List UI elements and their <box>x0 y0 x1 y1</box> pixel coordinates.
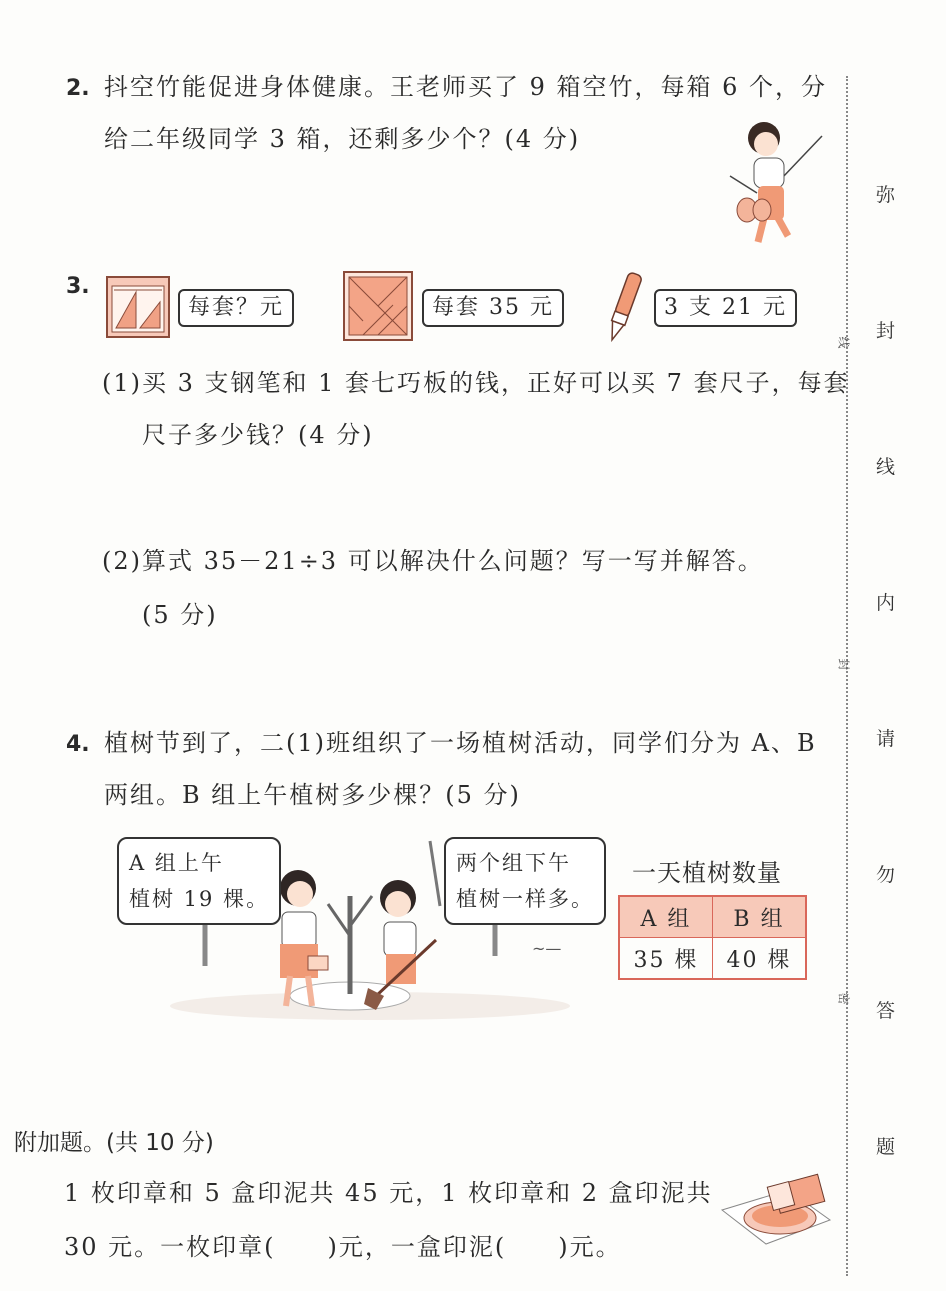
side-char-4: 内 <box>876 592 896 614</box>
fountain-pen-icon <box>604 268 644 346</box>
q3-part2-line1: (2)算式 35－21÷3 可以解决什么问题？写一写并解答。 <box>102 547 764 575</box>
stamp-inkpad-illustration <box>718 1170 834 1252</box>
bubble-left-line1: A 组上午 <box>129 851 224 875</box>
side-char-3: 线 <box>876 456 896 478</box>
bubble-left-line2: 植树 19 棵。 <box>129 887 270 911</box>
tangram-price-tag: 每套 35 元 <box>422 289 564 327</box>
boy-diabolo-illustration <box>722 118 834 250</box>
table-value-a: 35 棵 <box>619 938 713 980</box>
q4-text-line1: 植树节到了，二(1)班组织了一场植树活动，同学们分为 A、B <box>104 729 817 757</box>
svg-text:~—: ~— <box>532 939 562 958</box>
q3-part1-line1: (1)买 3 支钢笔和 1 套七巧板的钱，正好可以买 7 套尺子，每套 <box>102 369 850 397</box>
ruler-set-icon <box>106 276 170 338</box>
question-number-4: 4. <box>66 732 90 757</box>
q3-part2-line2: (5 分) <box>142 601 218 629</box>
bonus-text-line2: 30 元。一枚印章( )元，一盒印泥( )元。 <box>64 1233 622 1261</box>
table-header-b: B 组 <box>713 896 807 938</box>
side-char-2: 封 <box>876 320 896 342</box>
side-char-6: 勿 <box>876 864 896 886</box>
bubble-right-line1: 两个组下午 <box>456 851 571 875</box>
binding-tiny-label-2: 封 <box>836 658 851 671</box>
tree-count-table <box>618 895 807 980</box>
bonus-text-line1: 1 枚印章和 5 盒印泥共 45 元，1 枚印章和 2 盒印泥共 <box>64 1179 713 1207</box>
side-char-5: 请 <box>876 728 896 750</box>
tree-table-title: 一天植树数量 <box>632 859 782 887</box>
q2-text-line2: 给二年级同学 3 箱，还剩多少个？(4 分) <box>104 125 581 153</box>
side-char-8: 题 <box>876 1136 896 1158</box>
binding-tiny-label-1: 线 <box>836 336 851 349</box>
side-char-1: 弥 <box>876 184 896 206</box>
tangram-icon <box>343 271 413 341</box>
question-number-3: 3. <box>66 274 90 299</box>
q3-part1-line2: 尺子多少钱？(4 分) <box>142 421 374 449</box>
bubble-right-line2: 植树一样多。 <box>456 887 594 911</box>
side-char-7: 答 <box>876 1000 896 1022</box>
speech-bubble-right <box>444 837 606 925</box>
table-value-b: 40 棵 <box>713 938 807 980</box>
bonus-title: 附加题。(共 10 分) <box>14 1130 214 1156</box>
speech-bubble-left <box>117 837 281 925</box>
binding-tiny-label-3: 密 <box>836 992 851 1005</box>
pen-price-tag: 3 支 21 元 <box>654 289 797 327</box>
binding-dotted-line <box>846 76 848 1276</box>
q4-text-line2: 两组。B 组上午植树多少棵？(5 分) <box>104 781 521 809</box>
question-number-2: 2. <box>66 76 90 101</box>
ruler-price-tag: 每套？元 <box>178 289 294 327</box>
q2-text-line1: 抖空竹能促进身体健康。王老师买了 9 箱空竹，每箱 6 个，分 <box>104 73 828 101</box>
table-header-a: A 组 <box>619 896 713 938</box>
